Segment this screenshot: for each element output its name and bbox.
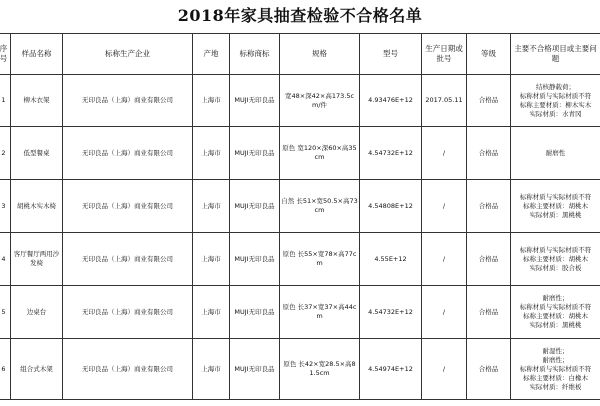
cell-model: 4.93476E+12 bbox=[360, 75, 422, 127]
cell-grade: 合格品 bbox=[467, 127, 511, 180]
page-title: 2018年家具抽查检验不合格名单 bbox=[177, 6, 423, 25]
cell-company: 无印良品（上海）商业有限公司 bbox=[63, 75, 193, 127]
cell-name: 柳木衣架 bbox=[11, 75, 63, 127]
cell-no: 3 bbox=[0, 180, 11, 233]
table-row bbox=[0, 127, 600, 180]
header-grade: 等级 bbox=[467, 34, 511, 75]
cell-name: 胡桃木实木椅 bbox=[11, 180, 63, 233]
cell-model: 4.54808E+12 bbox=[360, 180, 422, 233]
cell-grade: 合格品 bbox=[467, 339, 511, 400]
cell-place: 上海市 bbox=[193, 233, 230, 286]
cell-place: 上海市 bbox=[193, 339, 230, 400]
cell-no: 1 bbox=[0, 75, 11, 127]
cell-no: 4 bbox=[0, 233, 11, 286]
issue-line: 实际材质：胶合板 bbox=[529, 263, 582, 272]
issue-line: 标称材质与实际材质不符 bbox=[519, 303, 592, 311]
cell-name: 组合式木架 bbox=[11, 339, 63, 400]
cell-date: / bbox=[422, 286, 467, 339]
cell-grade: 合格品 bbox=[467, 180, 511, 233]
cell-company: 无印良品（上海）商业有限公司 bbox=[63, 339, 193, 400]
issue-line: 实际材质：纤维板 bbox=[529, 382, 582, 391]
table-row bbox=[0, 233, 600, 286]
cell-brand: MUJI无印良品 bbox=[230, 180, 280, 233]
cell-model: 4.54732E+12 bbox=[360, 127, 422, 180]
cell-spec: 原色 宽120×深60×高35cm bbox=[280, 127, 360, 180]
cell-place: 上海市 bbox=[193, 75, 230, 127]
cell-name: 客厅餐厅两用沙发椅 bbox=[11, 233, 63, 286]
cell-place: 上海市 bbox=[193, 127, 230, 180]
cell-spec: 自然 长51×宽50.5×高73cm bbox=[280, 180, 360, 233]
cell-issue bbox=[511, 233, 600, 286]
cell-name: 边桌台 bbox=[11, 286, 63, 339]
table-header-row bbox=[0, 34, 600, 75]
cell-no: 2 bbox=[0, 127, 11, 180]
header-name: 样品名称 bbox=[11, 34, 63, 75]
issue-line: 标称主要材质：胡桃木 bbox=[523, 254, 588, 263]
issue-line: 标称主要材质：白橡木 bbox=[523, 373, 588, 382]
cell-grade: 合格品 bbox=[467, 75, 511, 127]
issue-line: 结核静载荷； bbox=[536, 82, 575, 91]
cell-no: 6 bbox=[0, 339, 11, 400]
cell-place: 上海市 bbox=[193, 180, 230, 233]
issue-line: 耐磨性； bbox=[542, 294, 569, 302]
table-body bbox=[0, 75, 600, 400]
issue-line: 实际材质：黑桃桃 bbox=[529, 210, 582, 219]
cell-brand: MUJI无印良品 bbox=[230, 75, 280, 127]
cell-model: 4.54974E+12 bbox=[360, 339, 422, 400]
cell-spec: 原色 长55×宽78×高77cm bbox=[280, 233, 360, 286]
cell-issue bbox=[511, 286, 600, 339]
issue-line: 实际材质：黑桃桃 bbox=[529, 321, 582, 329]
cell-brand: MUJI无印良品 bbox=[230, 127, 280, 180]
table-row bbox=[0, 286, 600, 339]
cell-date: / bbox=[422, 233, 467, 286]
table-row bbox=[0, 75, 600, 127]
cell-company: 无印良品（上海）商业有限公司 bbox=[63, 127, 193, 180]
cell-date: / bbox=[422, 339, 467, 400]
header-model: 型号 bbox=[360, 34, 422, 75]
cell-spec: 宽48×深42×高173.5cm/件 bbox=[280, 75, 360, 127]
cell-issue bbox=[511, 180, 600, 233]
cell-issue bbox=[511, 127, 600, 180]
issue-line: 标称材质与实际材质不符 bbox=[519, 245, 592, 254]
cell-grade: 合格品 bbox=[467, 233, 511, 286]
issue-line: 标称材质与实际材质不符 bbox=[519, 192, 592, 201]
cell-brand: MUJI无印良品 bbox=[230, 286, 280, 339]
table-row bbox=[0, 180, 600, 233]
header-date: 生产日期或批号 bbox=[422, 34, 467, 75]
header-brand: 标称商标 bbox=[230, 34, 280, 75]
cell-spec: 原色 长37×宽37×高44cm bbox=[280, 286, 360, 339]
table-row bbox=[0, 339, 600, 400]
cell-no: 5 bbox=[0, 286, 11, 339]
cell-company: 无印良品（上海）商业有限公司 bbox=[63, 180, 193, 233]
cell-spec: 原色 长42×宽28.5×高81.5cm bbox=[280, 339, 360, 400]
cell-model: 4.54732E+12 bbox=[360, 286, 422, 339]
nonconforming-list-table bbox=[0, 33, 600, 400]
cell-place: 上海市 bbox=[193, 286, 230, 339]
issue-line: 耐湿性； bbox=[542, 346, 569, 355]
header-company: 标称生产企业 bbox=[63, 34, 193, 75]
header-issue: 主要不合格项目或主要问题 bbox=[511, 34, 600, 75]
cell-brand: MUJI无印良品 bbox=[230, 339, 280, 400]
cell-date: / bbox=[422, 180, 467, 233]
issue-line: 实际材质：水青冈 bbox=[529, 109, 582, 118]
cell-date: / bbox=[422, 127, 467, 180]
cell-model: 4.55E+12 bbox=[360, 233, 422, 286]
cell-issue bbox=[511, 339, 600, 400]
issue-line: 耐磨性； bbox=[542, 355, 569, 364]
cell-name: 低型餐桌 bbox=[11, 127, 63, 180]
header-spec: 规格 bbox=[280, 34, 360, 75]
cell-issue bbox=[511, 75, 600, 127]
header-place: 产地 bbox=[193, 34, 230, 75]
issue-line: 标称主要材质：柳木实木 bbox=[519, 100, 592, 109]
cell-company: 无印良品（上海）商业有限公司 bbox=[63, 233, 193, 286]
issue-line: 标称主要材质：胡桃木 bbox=[523, 201, 588, 210]
cell-date: 2017.05.11 bbox=[422, 75, 467, 127]
issue-line: 标称材质与实际材质不符 bbox=[519, 364, 592, 373]
issue-line: 标称主要材质：胡桃木 bbox=[523, 312, 588, 320]
header-no: 序号 bbox=[0, 34, 11, 75]
issue-line: 标称材质与实际材质不符 bbox=[519, 91, 592, 100]
cell-grade: 合格品 bbox=[467, 286, 511, 339]
cell-company: 无印良品（上海）商业有限公司 bbox=[63, 286, 193, 339]
cell-brand: MUJI无印良品 bbox=[230, 233, 280, 286]
issue-line: 耐磨性 bbox=[545, 148, 566, 157]
